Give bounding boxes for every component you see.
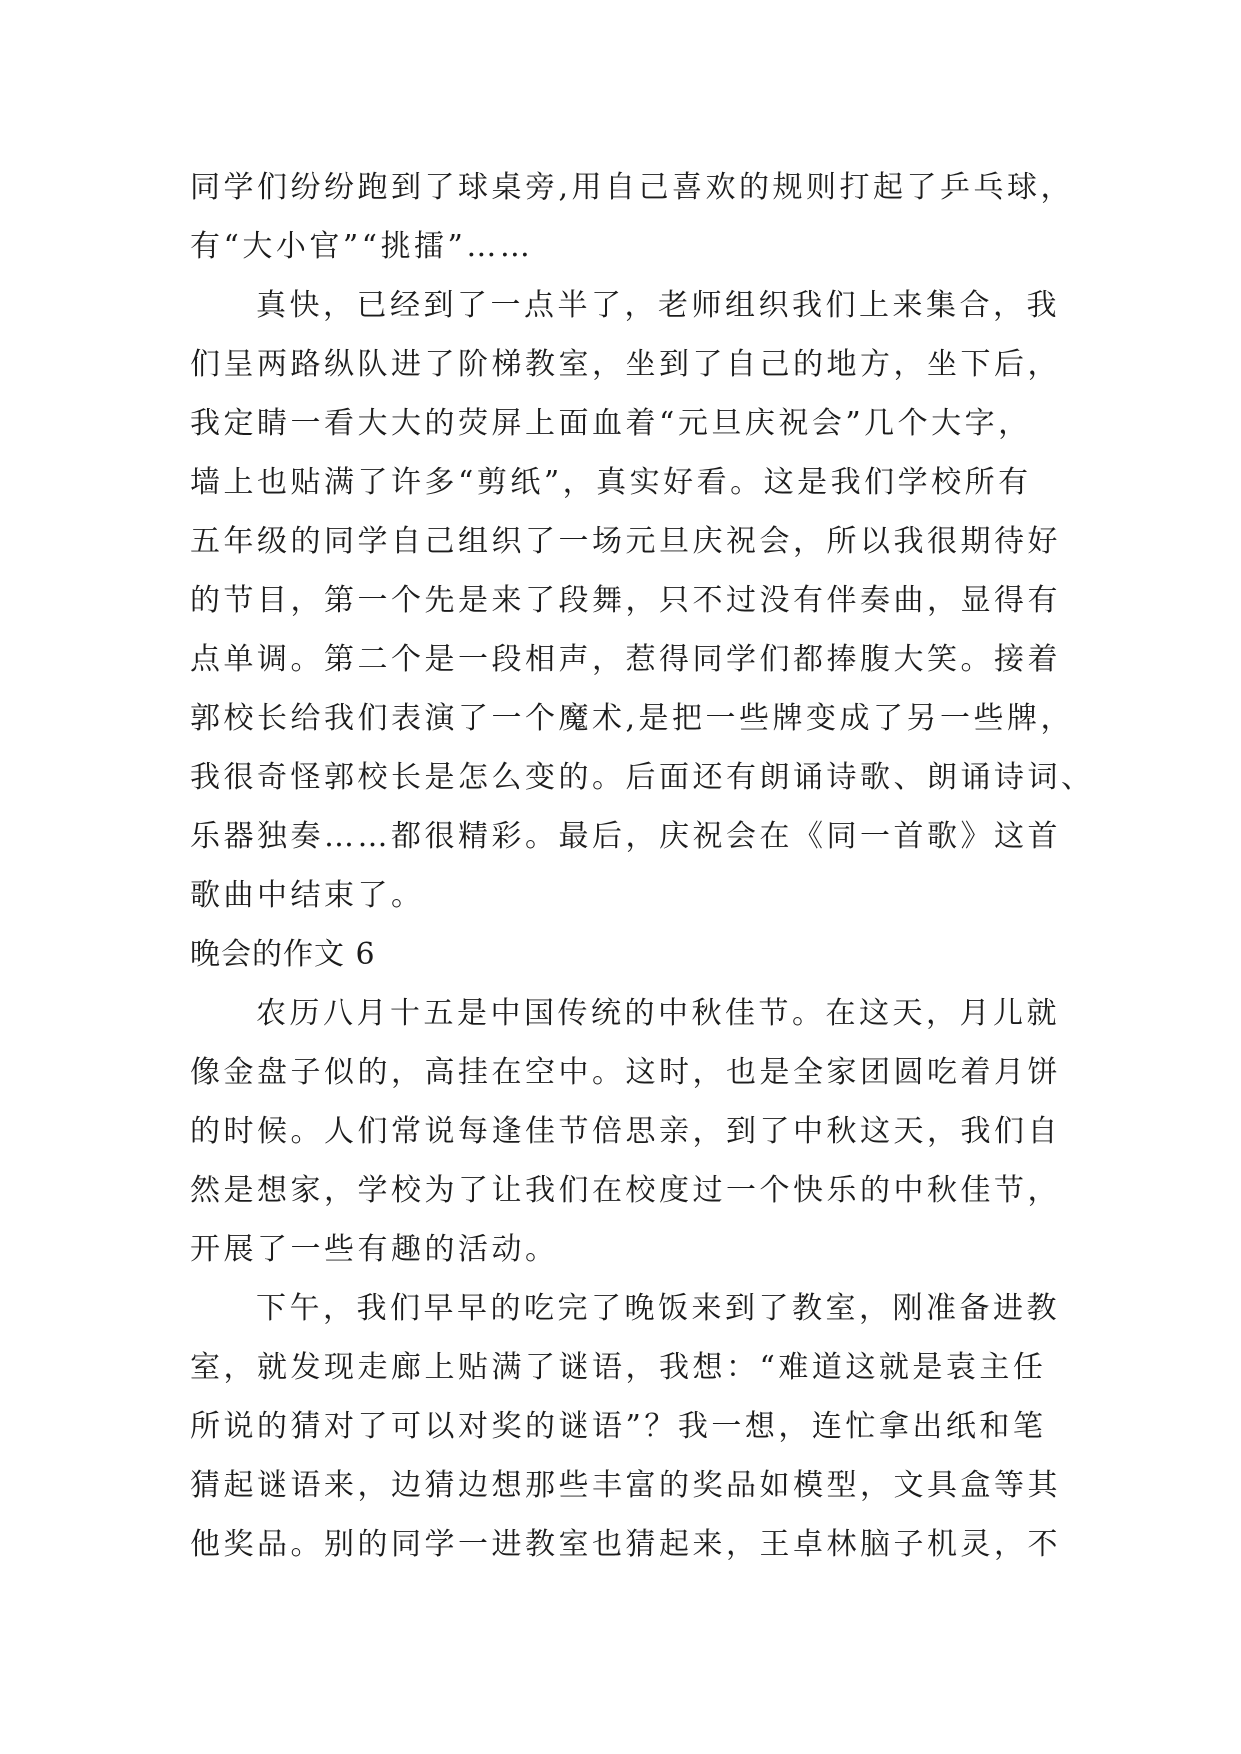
- text-line: 歌曲中结束了。: [190, 878, 425, 913]
- text-line: 们呈两路纵队进了阶梯教室，坐到了自己的地方，坐下后，: [190, 347, 1061, 382]
- text-line: 有“大小官”“挑擂”……: [190, 229, 534, 264]
- text-line: 五年级的同学自己组织了一场元旦庆祝会，所以我很期待好: [190, 524, 1061, 559]
- essay-text: [190, 158, 1095, 1574]
- paragraph-first-line: 下午，我们早早的吃完了晚饭来到了教室，刚准备进教: [256, 1291, 1060, 1326]
- text-line: 他奖品。别的同学一进教室也猜起来，王卓林脑子机灵，不: [190, 1527, 1061, 1562]
- text-line: 点单调。第二个是一段相声，惹得同学们都捧腹大笑。接着: [190, 642, 1061, 677]
- text-line: 乐器独奏……都很精彩。最后，庆祝会在《同一首歌》这首: [190, 819, 1061, 854]
- text-line: 的时候。人们常说每逢佳节倍思亲，到了中秋这天，我们自: [190, 1114, 1061, 1149]
- text-line: 猜起谜语来，边猜边想那些丰富的奖品如模型，文具盒等其: [190, 1468, 1061, 1503]
- text-line: 同学们纷纷跑到了球桌旁,用自己喜欢的规则打起了乒乓球，: [190, 170, 1075, 205]
- text-line: 所说的猜对了可以对奖的谜语”？我一想，连忙拿出纸和笔: [190, 1409, 1047, 1444]
- text-line: 像金盘子似的，高挂在空中。这时，也是全家团圆吃着月饼: [190, 1055, 1061, 1090]
- essay-heading: 晚会的作文 6: [190, 937, 376, 972]
- paragraph-first-line: 农历八月十五是中国传统的中秋佳节。在这天，月儿就: [256, 996, 1060, 1031]
- text-line: 墙上也贴满了许多“剪纸”，真实好看。这是我们学校所有: [190, 465, 1032, 500]
- text-line: 我很奇怪郭校长是怎么变的。后面还有朗诵诗歌、朗诵诗词、: [190, 760, 1095, 795]
- text-line: 开展了一些有趣的活动。: [190, 1232, 559, 1267]
- text-line: 的节目，第一个先是来了段舞，只不过没有伴奏曲，显得有: [190, 583, 1061, 618]
- text-line: 然是想家，学校为了让我们在校度过一个快乐的中秋佳节，: [190, 1173, 1061, 1208]
- paragraph-first-line: 真快，已经到了一点半了，老师组织我们上来集合，我: [256, 288, 1060, 323]
- text-line: 郭校长给我们表演了一个魔术,是把一些牌变成了另一些牌，: [190, 701, 1075, 736]
- text-line: 室，就发现走廊上贴满了谜语，我想：“难道这就是袁主任: [190, 1350, 1047, 1385]
- text-line: 我定睛一看大大的荧屏上面血着“元旦庆祝会”几个大字，: [190, 406, 1032, 441]
